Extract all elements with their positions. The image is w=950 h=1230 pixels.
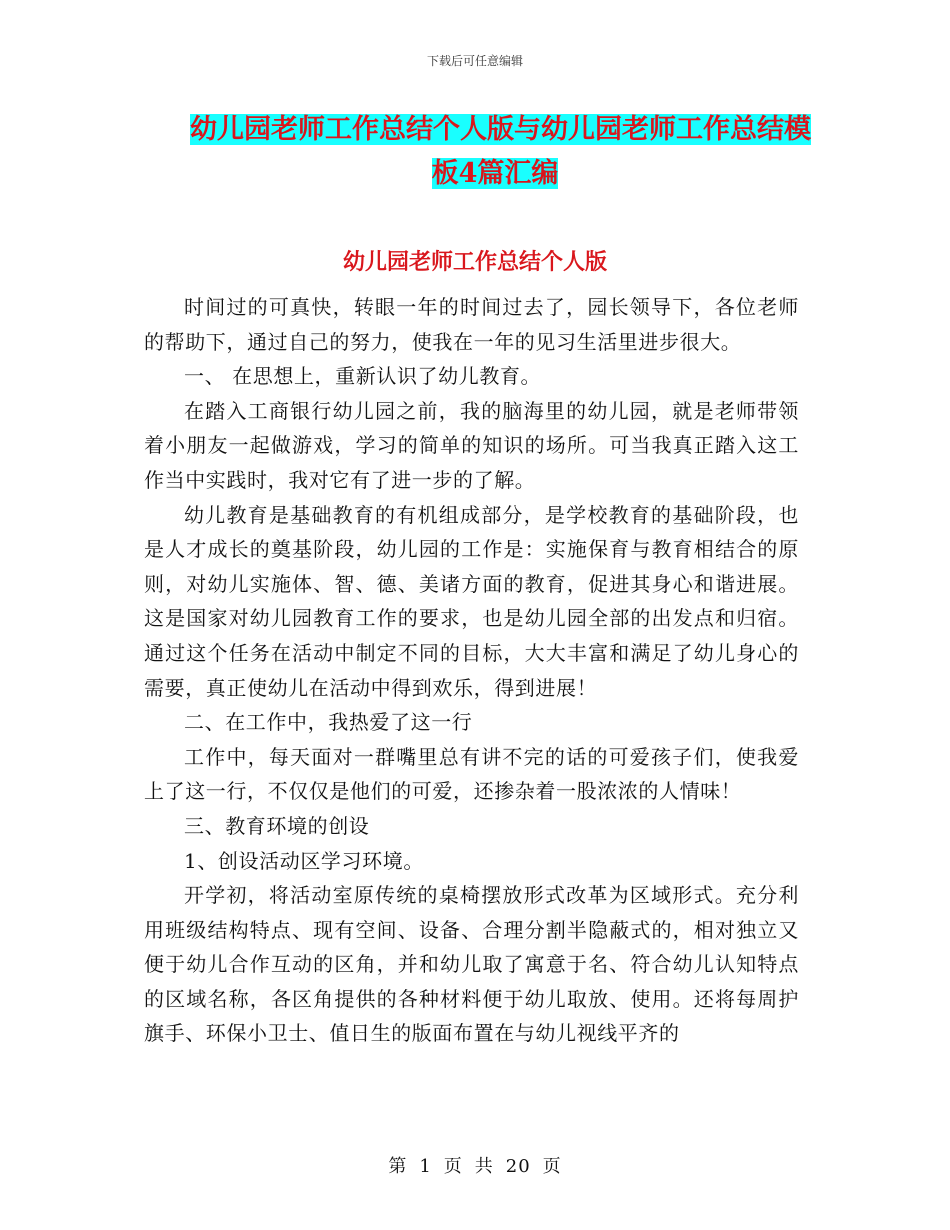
body-text (144, 290, 799, 1051)
paragraph: 二、在工作中，我热爱了这一行 (184, 710, 473, 735)
paragraph: 在踏入工商银行幼儿园之前，我的脑海里的幼儿园，就是老师带领着小朋友一起做游戏，学习的简单的知识的场所。可当我真正踏入这工作当中实践时，我对它有了进一步的了解。 (144, 398, 799, 492)
paragraph: 1、创设活动区学习环境。 (184, 848, 424, 873)
page-current: 1 (419, 1156, 432, 1177)
title-line-1: 幼儿园老师工作总结个人版与幼儿园老师工作总结模 (190, 114, 811, 145)
paragraph: 三、教育环境的创设 (184, 813, 370, 838)
page-word: 页 (443, 1156, 463, 1177)
document-title (190, 108, 810, 196)
page-number-footer (0, 1152, 950, 1178)
paragraph: 一、 在思想上，重新认识了幼儿教育。 (184, 364, 542, 389)
total-suffix: 页 (542, 1156, 562, 1177)
paragraph: 幼儿教育是基础教育的有机组成部分，是学校教育的基础阶段，也是人才成长的奠基阶段，幼儿园的工作是：实施保育与教育相结合的原则，对幼儿实施体、智、德、美诸方面的教育，促进其身心和谐进展。这是国家对幼儿园教育工作的要求，也是幼儿园全部的出发点和归宿。通过这个任务在活动中制定不同的目标，大大丰富和满足了幼儿身心的需要，真正使幼儿在活动中得到欢乐，得到进展！ (144, 502, 799, 700)
title-line-2: 板4篇汇编 (431, 158, 559, 189)
paragraph: 时间过的可真快，转眼一年的时间过去了，园长领导下，各位老师的帮助下，通过自己的努力，使我在一年的见习生活里进步很大。 (144, 295, 799, 354)
total-prefix: 共 (474, 1156, 494, 1177)
page-prefix: 第 (388, 1156, 408, 1177)
header-note: 下载后可任意编辑 (426, 54, 523, 68)
paragraph: 开学初，将活动室原传统的桌椅摆放形式改革为区域形式。充分利用班级结构特点、现有空间、设备、合理分割半隐蔽式的，相对独立又便于幼儿合作互动的区角，并和幼儿取了寓意于名、符合幼儿认知特点的区域名称，各区角提供的各种材料便于幼儿取放、使用。还将每周护旗手、环保小卫士、值日生的版面布置在与幼儿视线平齐的 (144, 883, 799, 1046)
page-total: 20 (505, 1156, 531, 1177)
paragraph: 工作中，每天面对一群嘴里总有讲不完的话的可爱孩子们，使我爱上了这一行，不仅仅是他们的可爱，还掺杂着一股浓浓的人情味！ (144, 744, 799, 804)
section-title: 幼儿园老师工作总结个人版 (342, 249, 607, 275)
